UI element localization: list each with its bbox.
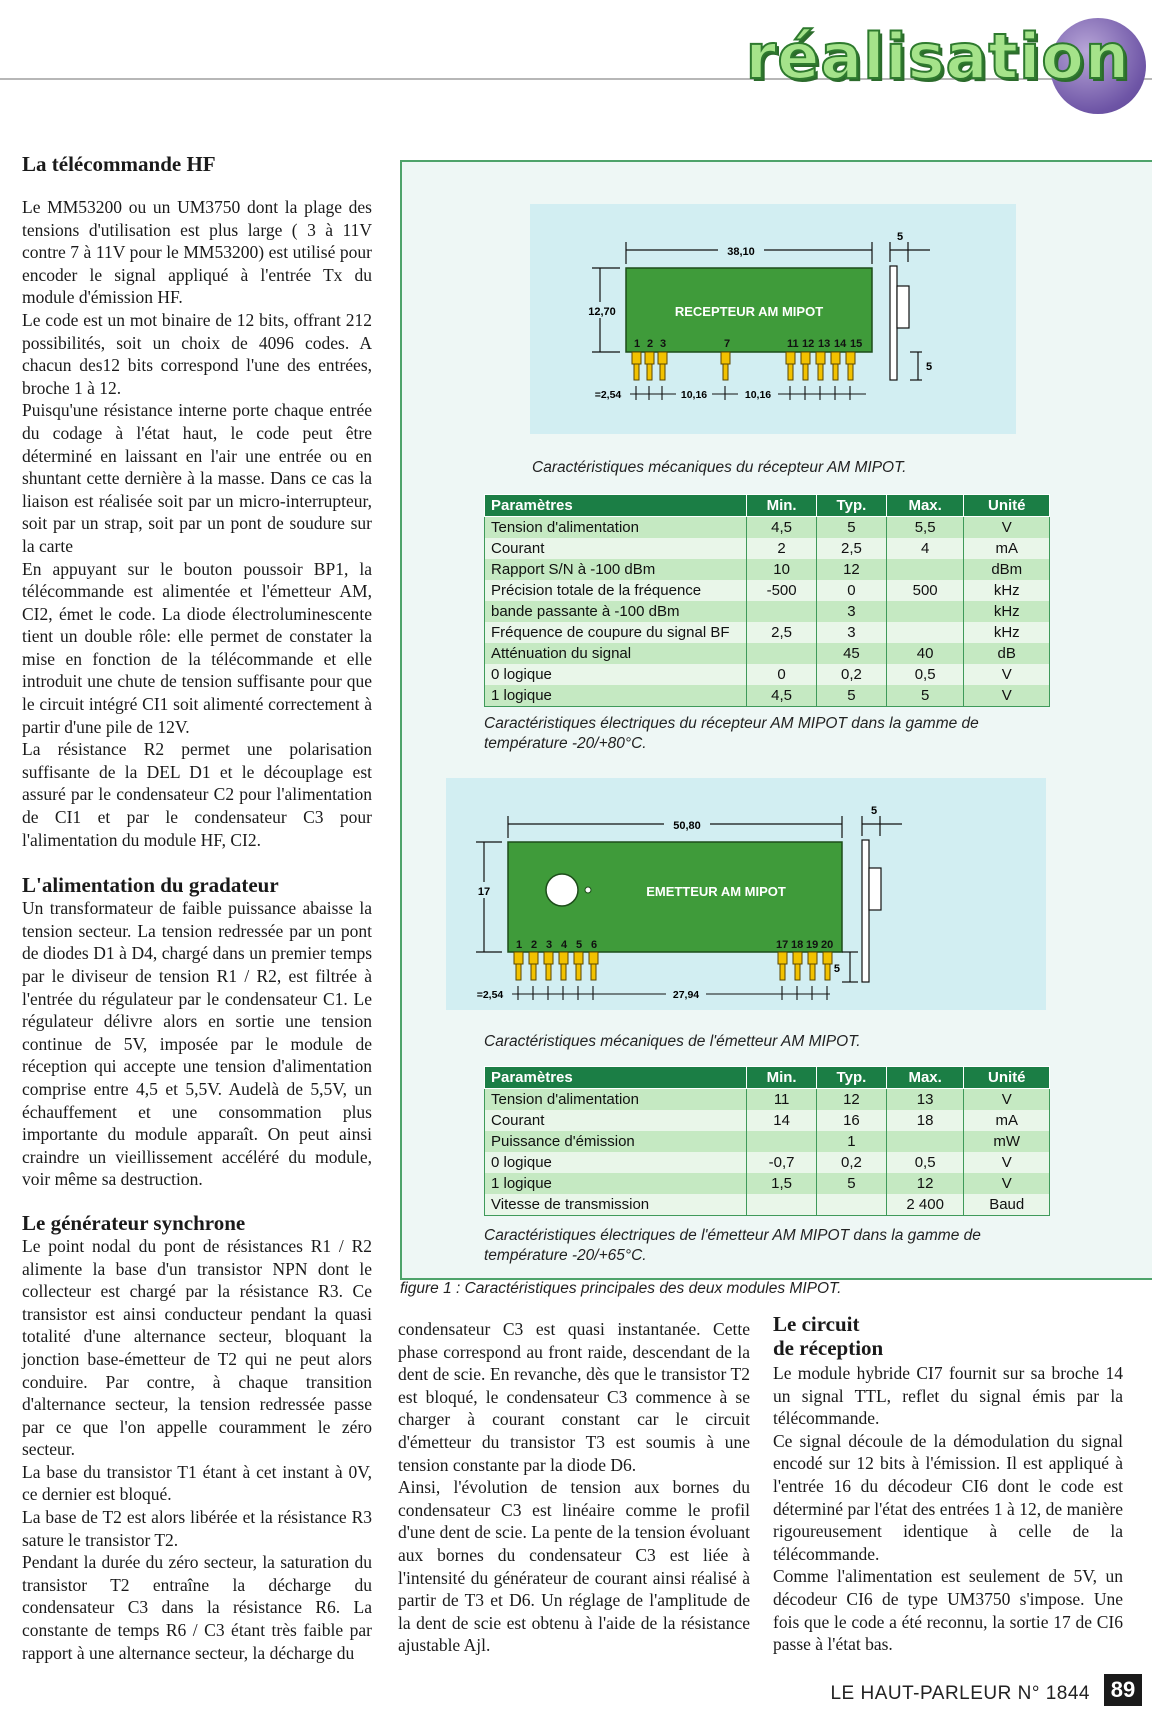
pin-label: 6 bbox=[591, 939, 598, 951]
table-row bbox=[485, 580, 1050, 601]
table-cell: V bbox=[964, 1089, 1050, 1111]
table-row bbox=[485, 1152, 1050, 1173]
emetteur-mech-caption: Caractéristiques mécaniques de l'émetteur AM MIPOT. bbox=[484, 1033, 861, 1050]
paragraph: Ce signal découle de la démodulation du signal encodé sur 12 bits à l'émission. Il est appliqué à l'entrée 16 du décodeur CI6 dont le code est déterminé par l'état des entrées 1 à 12, de manière rigoureusement identique à celle de la télécommande. bbox=[773, 1430, 1123, 1564]
paragraph: La base de T2 est alors libérée et la résistance R3 sature le transistor T2. bbox=[22, 1507, 372, 1550]
antenna-coil-hole bbox=[546, 874, 578, 906]
emetteur-pin-len-dim: 5 bbox=[833, 963, 840, 975]
paragraph: La base du transistor T1 étant à cet instant à 0V, ce dernier est bloqué. bbox=[22, 1461, 372, 1505]
table-cell: 0 bbox=[817, 580, 887, 601]
table-cell: Tension d'alimentation bbox=[485, 1089, 747, 1111]
table-cell bbox=[747, 1131, 817, 1152]
recepteur-height-dim: 12,70 bbox=[588, 306, 616, 318]
pin-label: 3 bbox=[660, 338, 667, 350]
recepteur-mech-caption: Caractéristiques mécaniques du récepteur AM MIPOT. bbox=[532, 459, 907, 476]
table-header-row bbox=[485, 495, 1050, 517]
table-cell: 1 bbox=[817, 1131, 887, 1152]
table-cell: Vitesse de transmission bbox=[485, 1194, 747, 1216]
recepteur-drawing-panel bbox=[530, 204, 1016, 434]
left-column bbox=[22, 152, 372, 1678]
table-cell: mW bbox=[964, 1131, 1050, 1152]
emetteur-height-dim: 17 bbox=[477, 886, 491, 898]
table-cell: 0,5 bbox=[886, 664, 964, 685]
table-cell: Rapport S/N à -100 dBm bbox=[485, 559, 747, 580]
table-cell: Tension d'alimentation bbox=[485, 517, 747, 539]
col-header: Typ. bbox=[817, 495, 887, 517]
table-cell bbox=[886, 601, 964, 622]
table-cell: Courant bbox=[485, 1110, 747, 1131]
pin-label: 18 bbox=[791, 939, 804, 951]
recepteur-width-dim: 38,10 bbox=[727, 246, 755, 258]
col-header: Min. bbox=[747, 1067, 817, 1089]
figure-box bbox=[400, 160, 1152, 1280]
emetteur-side-view bbox=[862, 840, 869, 982]
pin-label: 14 bbox=[834, 338, 847, 350]
table-cell: 18 bbox=[886, 1110, 964, 1131]
paragraph: Puisqu'une résistance interne porte chaque entrée du codage à l'état haut, le code peut être déterminé en laissant en l'air une entrée ou en shuntant cette dernière à la masse. Dans ce cas la liaison est réalisée soit par un micro-interrupteur, soit par un strap, soit par un pont de soudure sur la carte bbox=[22, 400, 372, 556]
col-header: Max. bbox=[886, 1067, 964, 1089]
table-cell: Fréquence de coupure du signal BF bbox=[485, 622, 747, 643]
table-header-row bbox=[485, 1067, 1050, 1089]
table-cell bbox=[747, 1194, 817, 1216]
table-cell: 4,5 bbox=[747, 685, 817, 707]
table-cell: 0 logique bbox=[485, 1152, 747, 1173]
pin-label: 2 bbox=[647, 338, 654, 350]
recepteur-table bbox=[484, 494, 1050, 707]
table-cell: 4,5 bbox=[747, 517, 817, 539]
pin-label: 3 bbox=[546, 939, 553, 951]
table-cell: 4 bbox=[886, 538, 964, 559]
table-cell: V bbox=[964, 517, 1050, 539]
table-row bbox=[485, 1194, 1050, 1216]
heading-reception-line2: de réception bbox=[773, 1336, 884, 1360]
emetteur-elec-caption: Caractéristiques électriques de l'émetteur AM MIPOT dans la gamme de température -20/+65°C. bbox=[484, 1227, 981, 1264]
section-logo bbox=[726, 18, 1146, 98]
table-cell: 11 bbox=[747, 1089, 817, 1111]
heading-alimentation: L'alimentation du gradateur bbox=[22, 873, 279, 898]
table-cell: 12 bbox=[886, 1173, 964, 1194]
table-cell: 2,5 bbox=[817, 538, 887, 559]
table-cell: V bbox=[964, 664, 1050, 685]
table-cell: mA bbox=[964, 538, 1050, 559]
recepteur-gap-dim-2: 10,16 bbox=[744, 389, 772, 401]
paragraph: Le point nodal du pont de résistances R1 / R2 alimente la base d'un transistor NPN dont le collecteur est chargé par la résistance R3. Ce transistor est ainsi conducteur pendant la quasi totalité d'une alternance secteur, bloquant la jonction base-émetteur de T2 qui ne peut alors conduire. Par contre, à chaque transition d'alternance secteur, la tension redressée passe par ce que l'on appelle couramment le zéro secteur. bbox=[22, 1235, 372, 1460]
pin-label: 5 bbox=[576, 939, 583, 951]
emetteur-pitch-dim: =2,54 bbox=[476, 989, 504, 1001]
table-cell bbox=[886, 559, 964, 580]
middle-column bbox=[398, 1318, 750, 1657]
emetteur-thickness-dim: 5 bbox=[870, 805, 878, 817]
table-cell: V bbox=[964, 1173, 1050, 1194]
emetteur-drawing-panel bbox=[446, 778, 1046, 1010]
section-generateur bbox=[22, 1211, 372, 1664]
table-cell: kHz bbox=[964, 580, 1050, 601]
col-header: Typ. bbox=[817, 1067, 887, 1089]
recepteur-thickness-dim: 5 bbox=[896, 231, 904, 243]
table-cell: 1,5 bbox=[747, 1173, 817, 1194]
table-cell: dBm bbox=[964, 559, 1050, 580]
paragraph: Pendant la durée du zéro secteur, la saturation du transistor T2 entraîne la décharge du condensateur C3 dans la résistance R6. La constante de temps R6 / C3 étant très faible par rapport à une alternance secteur, la décharge du bbox=[22, 1552, 372, 1663]
table-cell bbox=[747, 601, 817, 622]
footer-magazine: LE HAUT-PARLEUR N° 1844 bbox=[830, 1683, 1090, 1704]
col-header: Unité bbox=[964, 1067, 1050, 1089]
table-cell: 5 bbox=[886, 685, 964, 707]
table-cell bbox=[886, 1131, 964, 1152]
table-cell: 12 bbox=[817, 559, 887, 580]
emetteur-module-label: EMETTEUR AM MIPOT bbox=[646, 884, 786, 899]
heading-reception bbox=[773, 1312, 1123, 1360]
table-cell: 0 logique bbox=[485, 664, 747, 685]
table-cell: kHz bbox=[964, 601, 1050, 622]
table-cell: 10 bbox=[747, 559, 817, 580]
emetteur-table bbox=[484, 1066, 1050, 1216]
pin-label: 12 bbox=[802, 338, 815, 350]
table-cell: 12 bbox=[817, 1089, 887, 1111]
table-cell: bande passante à -100 dBm bbox=[485, 601, 747, 622]
pin-label: 11 bbox=[787, 338, 799, 350]
pin-label: 19 bbox=[806, 939, 819, 951]
table-cell: dB bbox=[964, 643, 1050, 664]
table-cell: 1 logique bbox=[485, 1173, 747, 1194]
table-cell: -500 bbox=[747, 580, 817, 601]
table-cell: 3 bbox=[817, 601, 887, 622]
pin-label: 7 bbox=[724, 338, 731, 350]
section-rubrique-title: réalisation bbox=[745, 20, 1130, 93]
recepteur-gap-dim-1: 10,16 bbox=[680, 389, 708, 401]
table-cell: 5,5 bbox=[886, 517, 964, 539]
paragraph: Ainsi, l'évolution de tension aux bornes du condensateur C3 est linéaire comme le profil d'une dent de scie. La pente de la tension évoluant aux bornes du condensateur C3 est liée à l'intensité du générateur de courant ainsi réalisé à partir de T3 et D6. Un réglage de l'amplitude de la dent de scie est obtenu à l'aide de la résistance ajustable Ajl. bbox=[398, 1477, 750, 1656]
table-cell: Atténuation du signal bbox=[485, 643, 747, 664]
pin-label: 20 bbox=[821, 939, 834, 951]
table-cell: 16 bbox=[817, 1110, 887, 1131]
table-cell: Courant bbox=[485, 538, 747, 559]
col-header: Unité bbox=[964, 495, 1050, 517]
table-cell: Baud bbox=[964, 1194, 1050, 1216]
table-cell: 40 bbox=[886, 643, 964, 664]
table-cell: 0,5 bbox=[886, 1152, 964, 1173]
table-row bbox=[485, 685, 1050, 707]
table-cell: 45 bbox=[817, 643, 887, 664]
paragraph: En appuyant sur le bouton poussoir BP1, la télécommande est alimentée et l'émetteur AM, CI2, émet le code. La diode électroluminescente tient un double rôle: elle permet de constater la mise en fonction de la télécommande et elle introduit une chute de tension suffisante pour que le circuit intégré CI1 soit alimenté correctement à partir d'une pile de 12V. bbox=[22, 558, 372, 737]
pin-label: 2 bbox=[531, 939, 538, 951]
pin-label: 15 bbox=[850, 338, 863, 350]
emetteur-gap-dim: 27,94 bbox=[672, 989, 700, 1001]
pin-label: 1 bbox=[516, 939, 523, 951]
paragraph: condensateur C3 est quasi instantanée. Cette phase correspond au front raide, descendant de la dent de scie. En revanche, dès que le transistor T2 est bloqué, le condensateur C3 commence à se charger à courant constant car le circuit d'émetteur du transistor T3 est soumis à une tension constante par la diode D6. bbox=[398, 1319, 750, 1475]
table-cell: 1 logique bbox=[485, 685, 747, 707]
table-row bbox=[485, 517, 1050, 539]
col-header: Paramètres bbox=[485, 1067, 747, 1089]
section-alimentation bbox=[22, 873, 372, 1191]
table-row bbox=[485, 538, 1050, 559]
pin-label: 17 bbox=[776, 939, 789, 951]
table-cell bbox=[817, 1194, 887, 1216]
table-cell: mA bbox=[964, 1110, 1050, 1131]
figure-caption: figure 1 : Caractéristiques principales des deux modules MIPOT. bbox=[400, 1280, 842, 1297]
table-cell: 0 bbox=[747, 664, 817, 685]
col-header: Min. bbox=[747, 495, 817, 517]
right-column bbox=[773, 1312, 1123, 1656]
table-cell: 5 bbox=[817, 517, 887, 539]
table-cell: 2,5 bbox=[747, 622, 817, 643]
table-row bbox=[485, 1089, 1050, 1111]
table-cell: 0,2 bbox=[817, 664, 887, 685]
paragraph: Un transformateur de faible puissance abaisse la tension secteur. La tension redressée par un pont de diodes D1 à D4, chargé dans un premier temps par le diviseur de tension R1 / R2, est filtrée à l'entrée du régulateur par le condensateur C1. Le régulateur délivre alors en sortie une tension continue de 5V, imposée par le module de réception qui accepte une tension d'alimentation comprise entre 4,5 et 5,5V. Audelà de 5,5V, un échauffement et une consommation plus importante du module apparaît. On peut ainsi craindre un vieillissement accéléré du module, voir même sa destruction. bbox=[22, 898, 372, 1190]
heading-generateur: Le générateur synchrone bbox=[22, 1210, 246, 1235]
paragraph: Le code est un mot binaire de 12 bits, offrant 212 possibilités, soit un choix de 4096 codes. A chacun des12 bits correspond l'une des entrées, broche 1 à 12. bbox=[22, 309, 372, 398]
col-header: Max. bbox=[886, 495, 964, 517]
table-cell: 14 bbox=[747, 1110, 817, 1131]
pin-label: 1 bbox=[634, 338, 641, 350]
table-cell: V bbox=[964, 685, 1050, 707]
table-cell: 5 bbox=[817, 1173, 887, 1194]
table-cell bbox=[747, 643, 817, 664]
paragraph: Le MM53200 ou un UM3750 dont la plage des tensions d'utilisation est plus large ( 3 à 11V contre 7 à 11V pour le MM53200) est utilisé pour encoder le signal appliqué à l'entrée Tx du module d'émission HF. bbox=[22, 197, 372, 308]
heading-telecommande: La télécommande HF bbox=[22, 152, 216, 176]
table-cell: 2 bbox=[747, 538, 817, 559]
pin-label: 13 bbox=[818, 338, 831, 350]
table-row bbox=[485, 664, 1050, 685]
table-row bbox=[485, 1110, 1050, 1131]
table-cell: 5 bbox=[817, 685, 887, 707]
recepteur-pitch-dim: =2,54 bbox=[594, 389, 622, 401]
emetteur-width-dim: 50,80 bbox=[673, 820, 701, 832]
pin-label: 4 bbox=[561, 939, 568, 951]
table-cell: 0,2 bbox=[817, 1152, 887, 1173]
recepteur-module-label: RECEPTEUR AM MIPOT bbox=[674, 304, 824, 319]
table-cell: 13 bbox=[886, 1089, 964, 1111]
table-cell: 500 bbox=[886, 580, 964, 601]
paragraph: Comme l'alimentation est seulement de 5V, un décodeur CI6 de type UM3750 s'impose. Une fois que le code a été reconnu, la sortie 17 de CI6 passe à l'état bas. bbox=[773, 1566, 1123, 1655]
paragraph: Le module hybride CI7 fournit sur sa broche 14 un signal TTL, reflet du signal émis par la télécommande. bbox=[773, 1363, 1123, 1429]
table-row bbox=[485, 643, 1050, 664]
page-number: 89 bbox=[1104, 1674, 1142, 1706]
recepteur-pin-len-dim: 5 bbox=[926, 361, 933, 373]
recepteur-drawing bbox=[530, 204, 1016, 434]
table-cell: Puissance d'émission bbox=[485, 1131, 747, 1152]
table-cell: Précision totale de la fréquence bbox=[485, 580, 747, 601]
table-row bbox=[485, 622, 1050, 643]
paragraph: La résistance R2 permet une polarisation suffisante de la DEL D1 et le découplage est assuré par le condensateur C2 pour l'alimentation de CI1 et par le condensateur C3 pour l'alimentation du module HF, CI2. bbox=[22, 739, 372, 850]
table-row bbox=[485, 601, 1050, 622]
heading-reception-line1: Le circuit bbox=[773, 1312, 860, 1336]
emetteur-drawing bbox=[446, 778, 1046, 1010]
section-telecommande bbox=[22, 152, 372, 851]
table-cell: kHz bbox=[964, 622, 1050, 643]
table-cell: V bbox=[964, 1152, 1050, 1173]
recepteur-elec-caption: Caractéristiques électriques du récepteur AM MIPOT dans la gamme de température -20/+80°C. bbox=[484, 715, 979, 752]
col-header: Paramètres bbox=[485, 495, 747, 517]
table-cell bbox=[886, 622, 964, 643]
table-row bbox=[485, 1173, 1050, 1194]
table-cell: -0,7 bbox=[747, 1152, 817, 1173]
table-row bbox=[485, 559, 1050, 580]
table-cell: 3 bbox=[817, 622, 887, 643]
table-row bbox=[485, 1131, 1050, 1152]
table-cell: 2 400 bbox=[886, 1194, 964, 1216]
recepteur-side-view bbox=[890, 266, 897, 380]
